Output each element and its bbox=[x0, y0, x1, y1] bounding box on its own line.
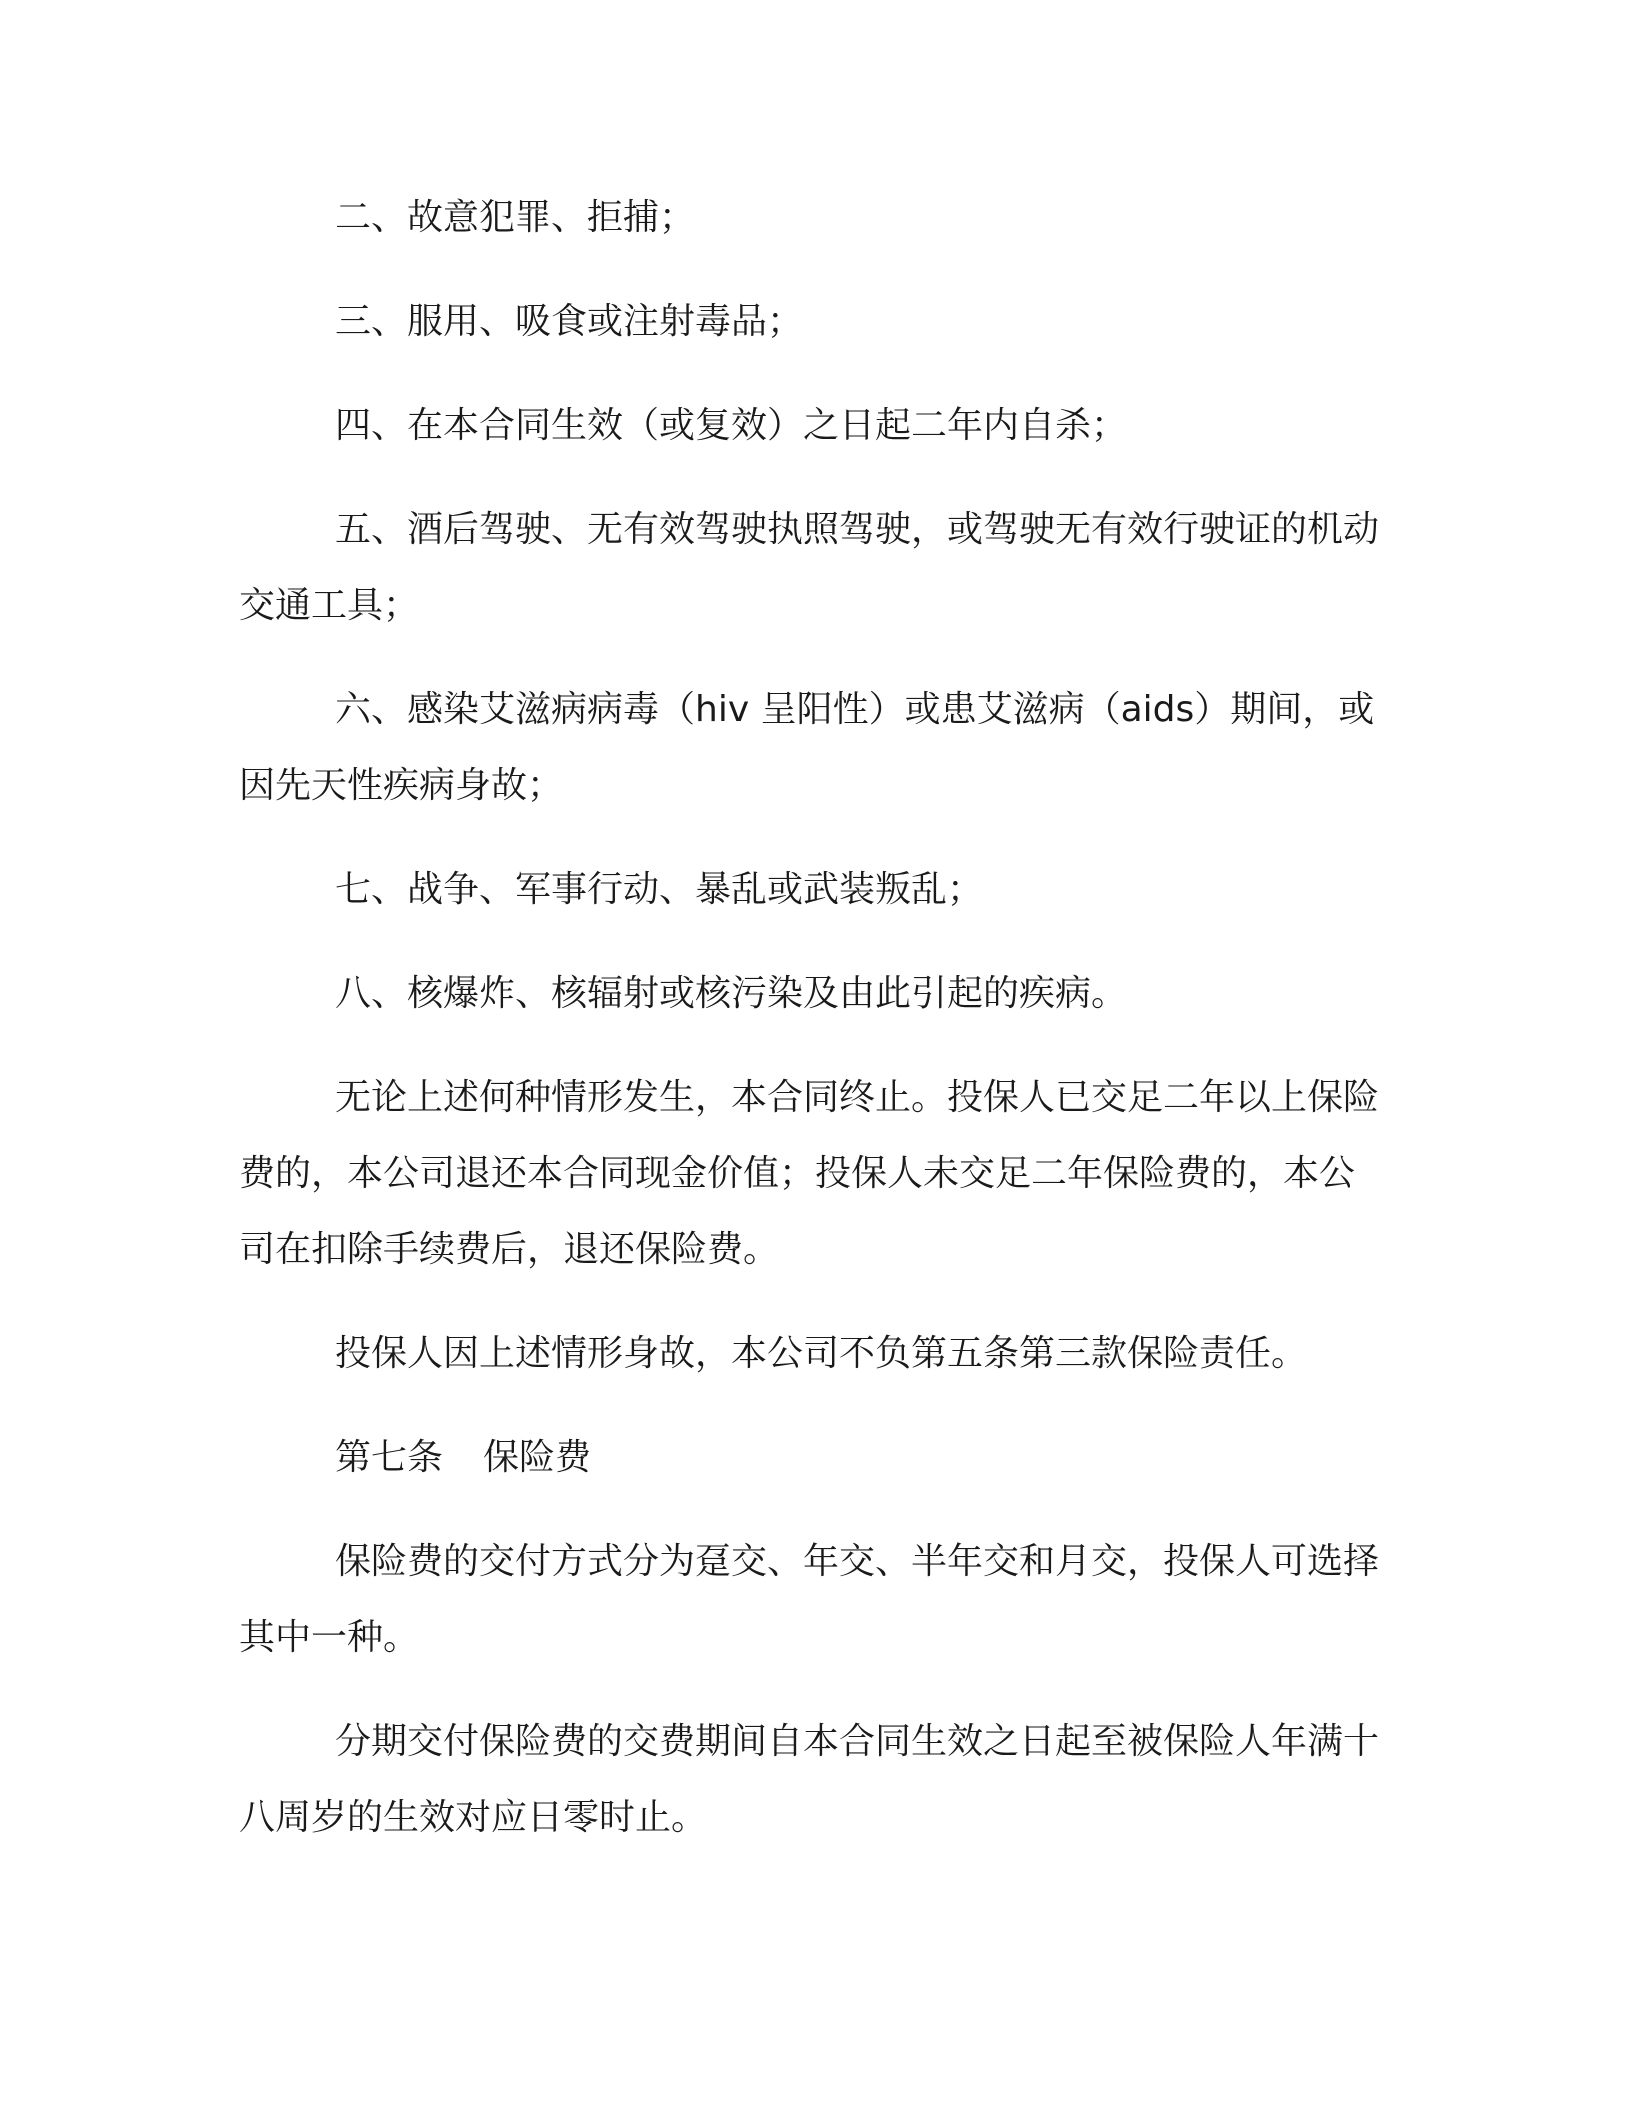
article-number: 第七条 bbox=[335, 1437, 444, 1478]
payment-method-paragraph: 保险费的交付方式分为趸交、年交、半年交和月交，投保人可选择其中一种。 bbox=[239, 1541, 1380, 1658]
exclusion-item-3: 三、服用、吸食或注射毒品； bbox=[335, 301, 804, 342]
exclusion-item-7: 七、战争、军事行动、暴乱或武装叛乱； bbox=[335, 869, 984, 910]
document-body bbox=[239, 180, 1389, 1856]
termination-paragraph: 无论上述何种情形发生，本合同终止。投保人已交足二年以上保险费的，本公司退还本合同现金价值；投保人未交足二年保险费的，本公司在扣除手续费后，退还保险费。 bbox=[239, 1077, 1380, 1270]
payment-period-paragraph: 分期交付保险费的交费期间自本合同生效之日起至被保险人年满十八周岁的生效对应日零时止。 bbox=[239, 1721, 1380, 1838]
exclusion-item-6: 六、感染艾滋病病毒（hiv 呈阳性）或患艾滋病（aids）期间，或因先天性疾病身故； bbox=[239, 689, 1375, 806]
exclusion-item-4: 四、在本合同生效（或复效）之日起二年内自杀； bbox=[335, 405, 1128, 446]
exclusion-item-5: 五、酒后驾驶、无有效驾驶执照驾驶，或驾驶无有效行驶证的机动交通工具； bbox=[239, 509, 1380, 626]
liability-exclusion-paragraph: 投保人因上述情形身故，本公司不负第五条第三款保险责任。 bbox=[335, 1333, 1308, 1374]
exclusion-item-8: 八、核爆炸、核辐射或核污染及由此引起的疾病。 bbox=[335, 973, 1128, 1014]
article-title: 保险费 bbox=[483, 1437, 592, 1478]
exclusion-item-2: 二、故意犯罪、拒捕； bbox=[335, 197, 696, 238]
article-7-heading bbox=[239, 1420, 1389, 1496]
